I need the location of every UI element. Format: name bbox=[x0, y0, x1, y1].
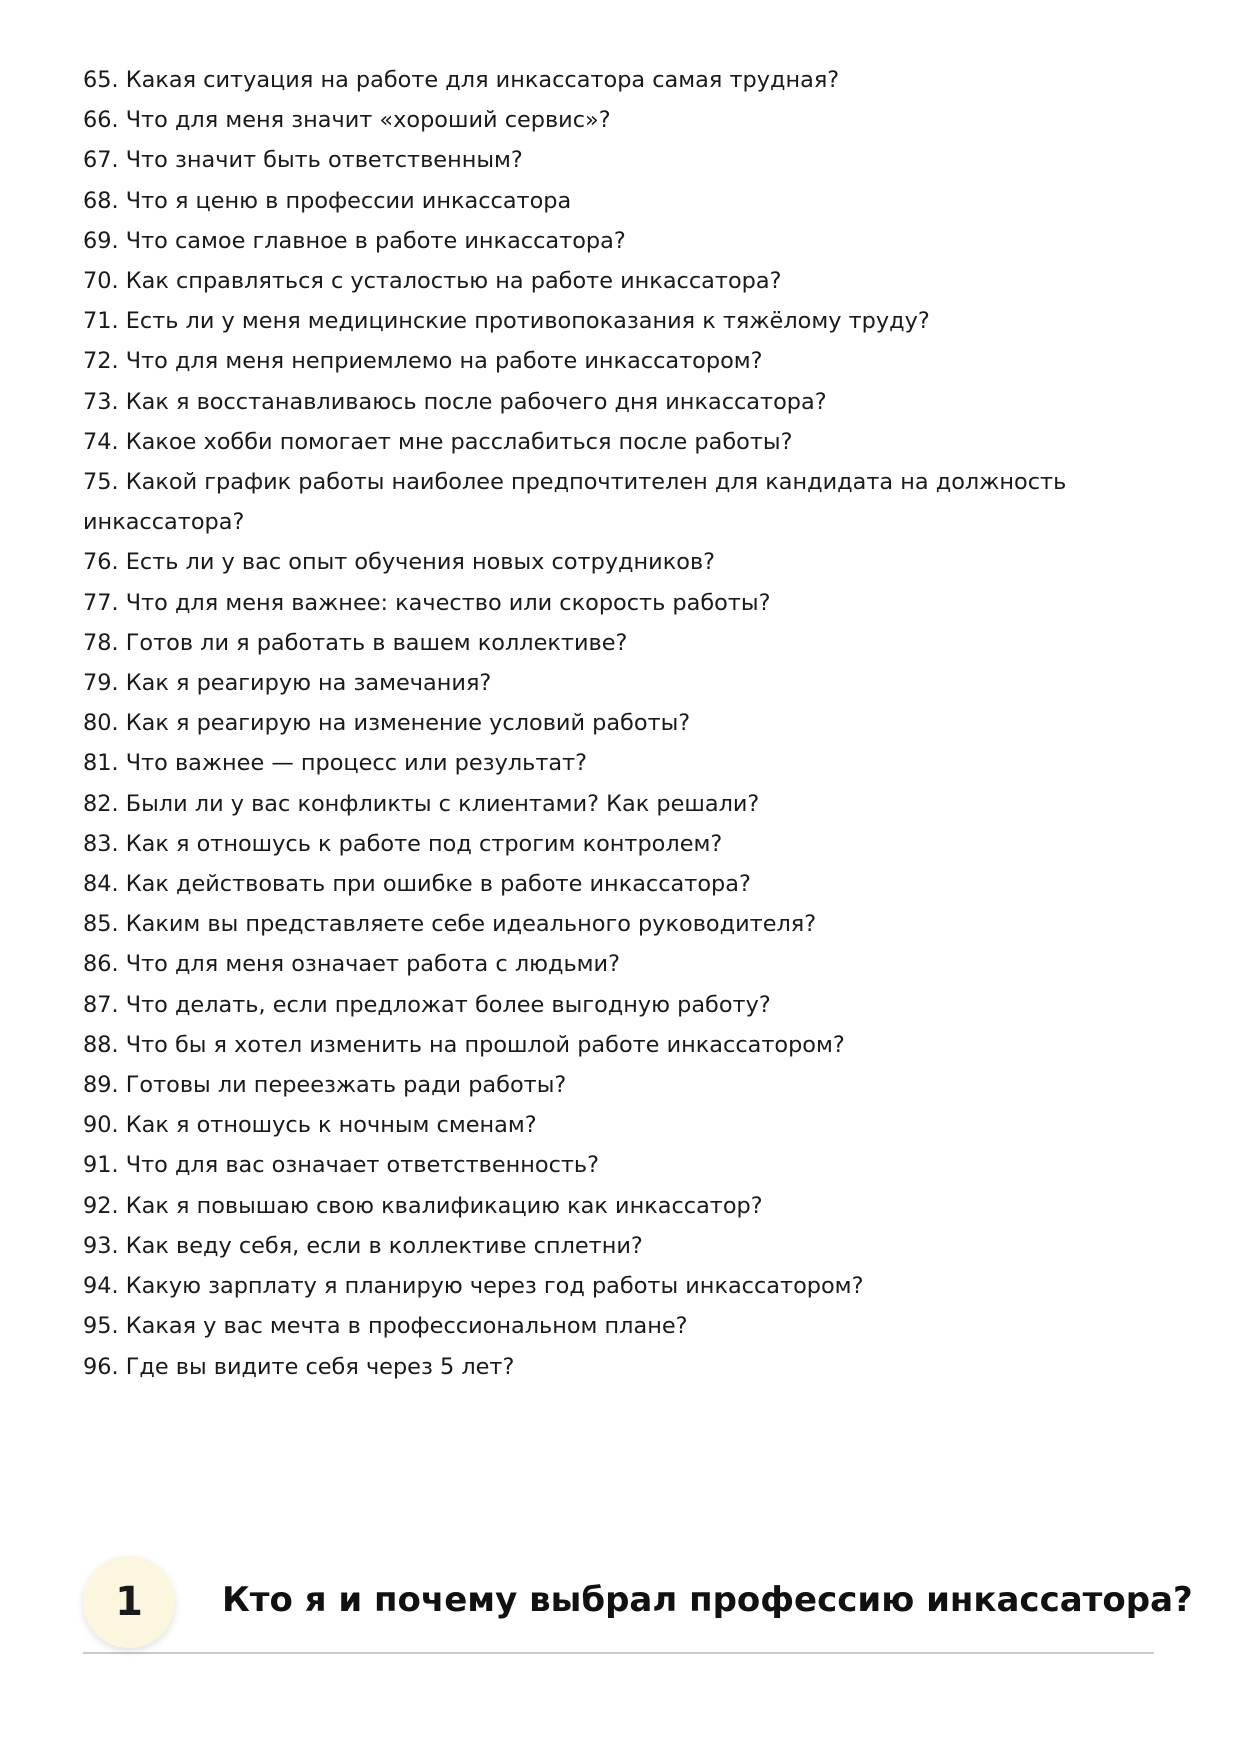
question-text: Как я реагирую на замечания? bbox=[125, 670, 492, 697]
question-text: Что для меня неприемлемо на работе инкассатором? bbox=[125, 348, 763, 375]
question-item bbox=[83, 341, 1073, 381]
question-item bbox=[83, 663, 1073, 703]
question-item bbox=[83, 703, 1073, 743]
question-number: 71. bbox=[83, 308, 119, 335]
question-item bbox=[83, 1065, 1073, 1105]
question-text: Каким вы представляете себе идеального руководителя? bbox=[125, 911, 817, 938]
question-item bbox=[83, 985, 1073, 1025]
question-text: Какую зарплату я планирую через год работы инкассатором? bbox=[125, 1273, 864, 1300]
question-item bbox=[83, 1025, 1073, 1065]
question-number: 82. bbox=[83, 790, 119, 817]
question-number: 85. bbox=[83, 911, 119, 938]
section-number-badge: 1 bbox=[83, 1556, 175, 1648]
question-number: 91. bbox=[83, 1152, 119, 1179]
question-text: Как я восстанавливаюсь после рабочего дня инкассатора? bbox=[125, 388, 827, 415]
question-number: 95. bbox=[83, 1313, 119, 1340]
question-text: Как я отношусь к работе под строгим контролем? bbox=[125, 830, 723, 857]
question-number: 90. bbox=[83, 1112, 119, 1139]
question-number: 80. bbox=[83, 710, 119, 737]
question-text: Где вы видите себя через 5 лет? bbox=[125, 1353, 515, 1380]
question-text: Что самое главное в работе инкассатора? bbox=[125, 227, 626, 254]
question-item bbox=[83, 904, 1073, 944]
question-number: 72. bbox=[83, 348, 119, 375]
question-text: Что важнее — процесс или результат? bbox=[125, 750, 588, 777]
question-item bbox=[83, 301, 1073, 341]
question-text: Что для вас означает ответственность? bbox=[125, 1152, 600, 1179]
question-item bbox=[83, 864, 1073, 904]
question-item bbox=[83, 1347, 1073, 1387]
question-text: Какая у вас мечта в профессиональном плане? bbox=[125, 1313, 688, 1340]
question-item bbox=[83, 542, 1073, 582]
question-item bbox=[83, 1306, 1073, 1346]
question-number: 66. bbox=[83, 107, 119, 134]
question-number: 67. bbox=[83, 147, 119, 174]
question-item bbox=[83, 623, 1073, 663]
question-item bbox=[83, 784, 1073, 824]
question-item bbox=[83, 944, 1073, 984]
question-number: 78. bbox=[83, 629, 119, 656]
question-text: Что я ценю в профессии инкассатора bbox=[125, 187, 572, 214]
question-text: Как я повышаю свою квалификацию как инкассатор? bbox=[125, 1192, 763, 1219]
question-number: 75. bbox=[83, 469, 119, 496]
question-number: 83. bbox=[83, 830, 119, 857]
question-item bbox=[83, 382, 1073, 422]
question-number: 73. bbox=[83, 388, 119, 415]
question-text: Что для меня означает работа с людьми? bbox=[125, 951, 620, 978]
question-number: 70. bbox=[83, 268, 119, 295]
question-item bbox=[83, 261, 1073, 301]
question-number: 79. bbox=[83, 670, 119, 697]
question-text: Какая ситуация на работе для инкассатора самая трудная? bbox=[125, 67, 840, 93]
question-text: Готовы ли переезжать ради работы? bbox=[125, 1072, 567, 1099]
question-item bbox=[83, 422, 1073, 462]
question-text: Что делать, если предложат более выгодную работу? bbox=[125, 991, 771, 1018]
question-item bbox=[83, 140, 1073, 180]
question-text: Что для меня важнее: качество или скорость работы? bbox=[125, 589, 771, 616]
question-number: 84. bbox=[83, 871, 119, 898]
section-title: Кто я и почему выбрал профессию инкассатора? bbox=[222, 1580, 1193, 1620]
question-number: 87. bbox=[83, 991, 119, 1018]
question-text: Есть ли у меня медицинские противопоказания к тяжёлому труду? bbox=[125, 308, 930, 335]
question-number: 76. bbox=[83, 549, 119, 576]
question-item bbox=[83, 1105, 1073, 1145]
question-number: 94. bbox=[83, 1273, 119, 1300]
question-text: Были ли у вас конфликты с клиентами? Как решали? bbox=[125, 790, 760, 817]
question-item bbox=[83, 583, 1073, 623]
question-number: 74. bbox=[83, 428, 119, 455]
question-item bbox=[83, 60, 1073, 100]
question-item bbox=[83, 181, 1073, 221]
question-text: Что значит быть ответственным? bbox=[125, 147, 523, 174]
question-text: Какой график работы наиболее предпочтителен для кандидата на должность инкассатора? bbox=[83, 469, 1067, 536]
question-item bbox=[83, 100, 1073, 140]
question-item bbox=[83, 824, 1073, 864]
question-number: 92. bbox=[83, 1192, 119, 1219]
question-text: Что для меня значит «хороший сервис»? bbox=[125, 107, 611, 134]
question-text: Как веду себя, если в коллективе сплетни? bbox=[125, 1232, 643, 1259]
question-text: Как я реагирую на изменение условий работы? bbox=[125, 710, 691, 737]
question-text: Что бы я хотел изменить на прошлой работе инкассатором? bbox=[125, 1031, 845, 1058]
question-item bbox=[83, 462, 1073, 542]
question-number: 86. bbox=[83, 951, 119, 978]
question-list bbox=[83, 60, 1073, 1387]
question-item bbox=[83, 221, 1073, 261]
question-number: 89. bbox=[83, 1072, 119, 1099]
question-text: Какое хобби помогает мне расслабиться после работы? bbox=[125, 428, 793, 455]
question-text: Готов ли я работать в вашем коллективе? bbox=[125, 629, 628, 656]
question-number: 68. bbox=[83, 187, 119, 214]
question-item bbox=[83, 1186, 1073, 1226]
question-text: Есть ли у вас опыт обучения новых сотрудников? bbox=[125, 549, 716, 576]
question-text: Как действовать при ошибке в работе инкассатора? bbox=[125, 871, 751, 898]
question-text: Как справляться с усталостью на работе инкассатора? bbox=[125, 268, 782, 295]
question-item bbox=[83, 743, 1073, 783]
question-item bbox=[83, 1226, 1073, 1266]
question-number: 88. bbox=[83, 1031, 119, 1058]
question-number: 77. bbox=[83, 589, 119, 616]
question-item bbox=[83, 1266, 1073, 1306]
question-number: 69. bbox=[83, 227, 119, 254]
question-number: 96. bbox=[83, 1353, 119, 1380]
section-heading bbox=[83, 1551, 1193, 1654]
question-number: 65. bbox=[83, 67, 119, 93]
question-item bbox=[83, 1145, 1073, 1185]
question-text: Как я отношусь к ночным сменам? bbox=[125, 1112, 537, 1139]
question-number: 93. bbox=[83, 1232, 119, 1259]
question-number: 81. bbox=[83, 750, 119, 777]
